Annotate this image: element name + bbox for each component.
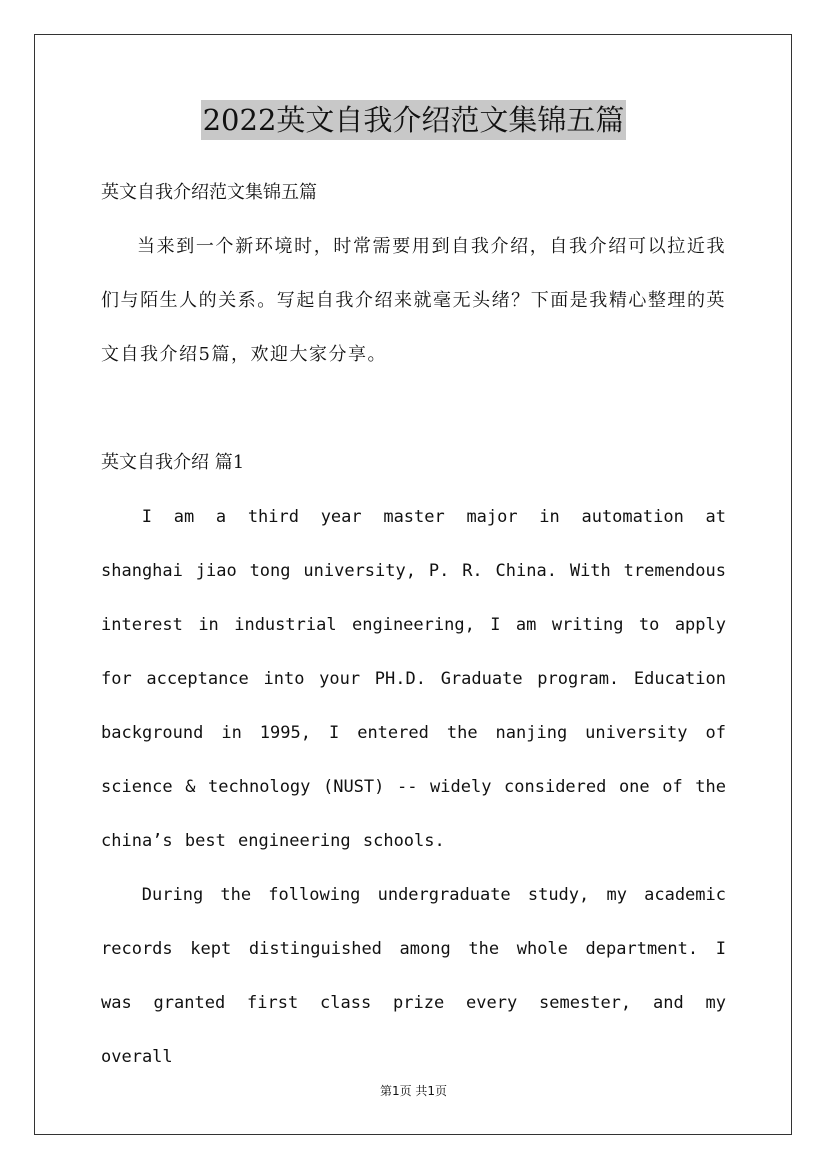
section-heading: 英文自我介绍 篇1	[101, 452, 245, 473]
blank-line	[101, 382, 726, 436]
body-paragraph-1: I am a third year master major in automation at shanghai jiao tong university, P. R. China. With tremendous interest in industrial engineering, I am writing to apply for acceptance into your PH.D. Graduate program. Education background in 1995, I entered the nanjing university of science & technology (NUST) -- widely considered one of the china’s best engineering schools.	[101, 507, 726, 851]
title-wrap	[0, 100, 827, 140]
intro-paragraph: 当来到一个新环境时，时常需要用到自我介绍，自我介绍可以拉近我们与陌生人的关系。写起自我介绍来就毫无头绪？下面是我精心整理的英文自我介绍5篇，欢迎大家分享。	[101, 236, 726, 365]
page-footer: 第1页 共1页	[379, 1084, 448, 1098]
document-subtitle: 英文自我介绍范文集锦五篇	[101, 182, 317, 203]
body-paragraph-2: During the following undergraduate study, my academic records kept distinguished among the whole department. I was granted first class prize every semester, and my overall	[101, 885, 726, 1067]
document-body	[101, 166, 726, 1084]
document-title: 2022英文自我介绍范文集锦五篇	[201, 100, 627, 140]
